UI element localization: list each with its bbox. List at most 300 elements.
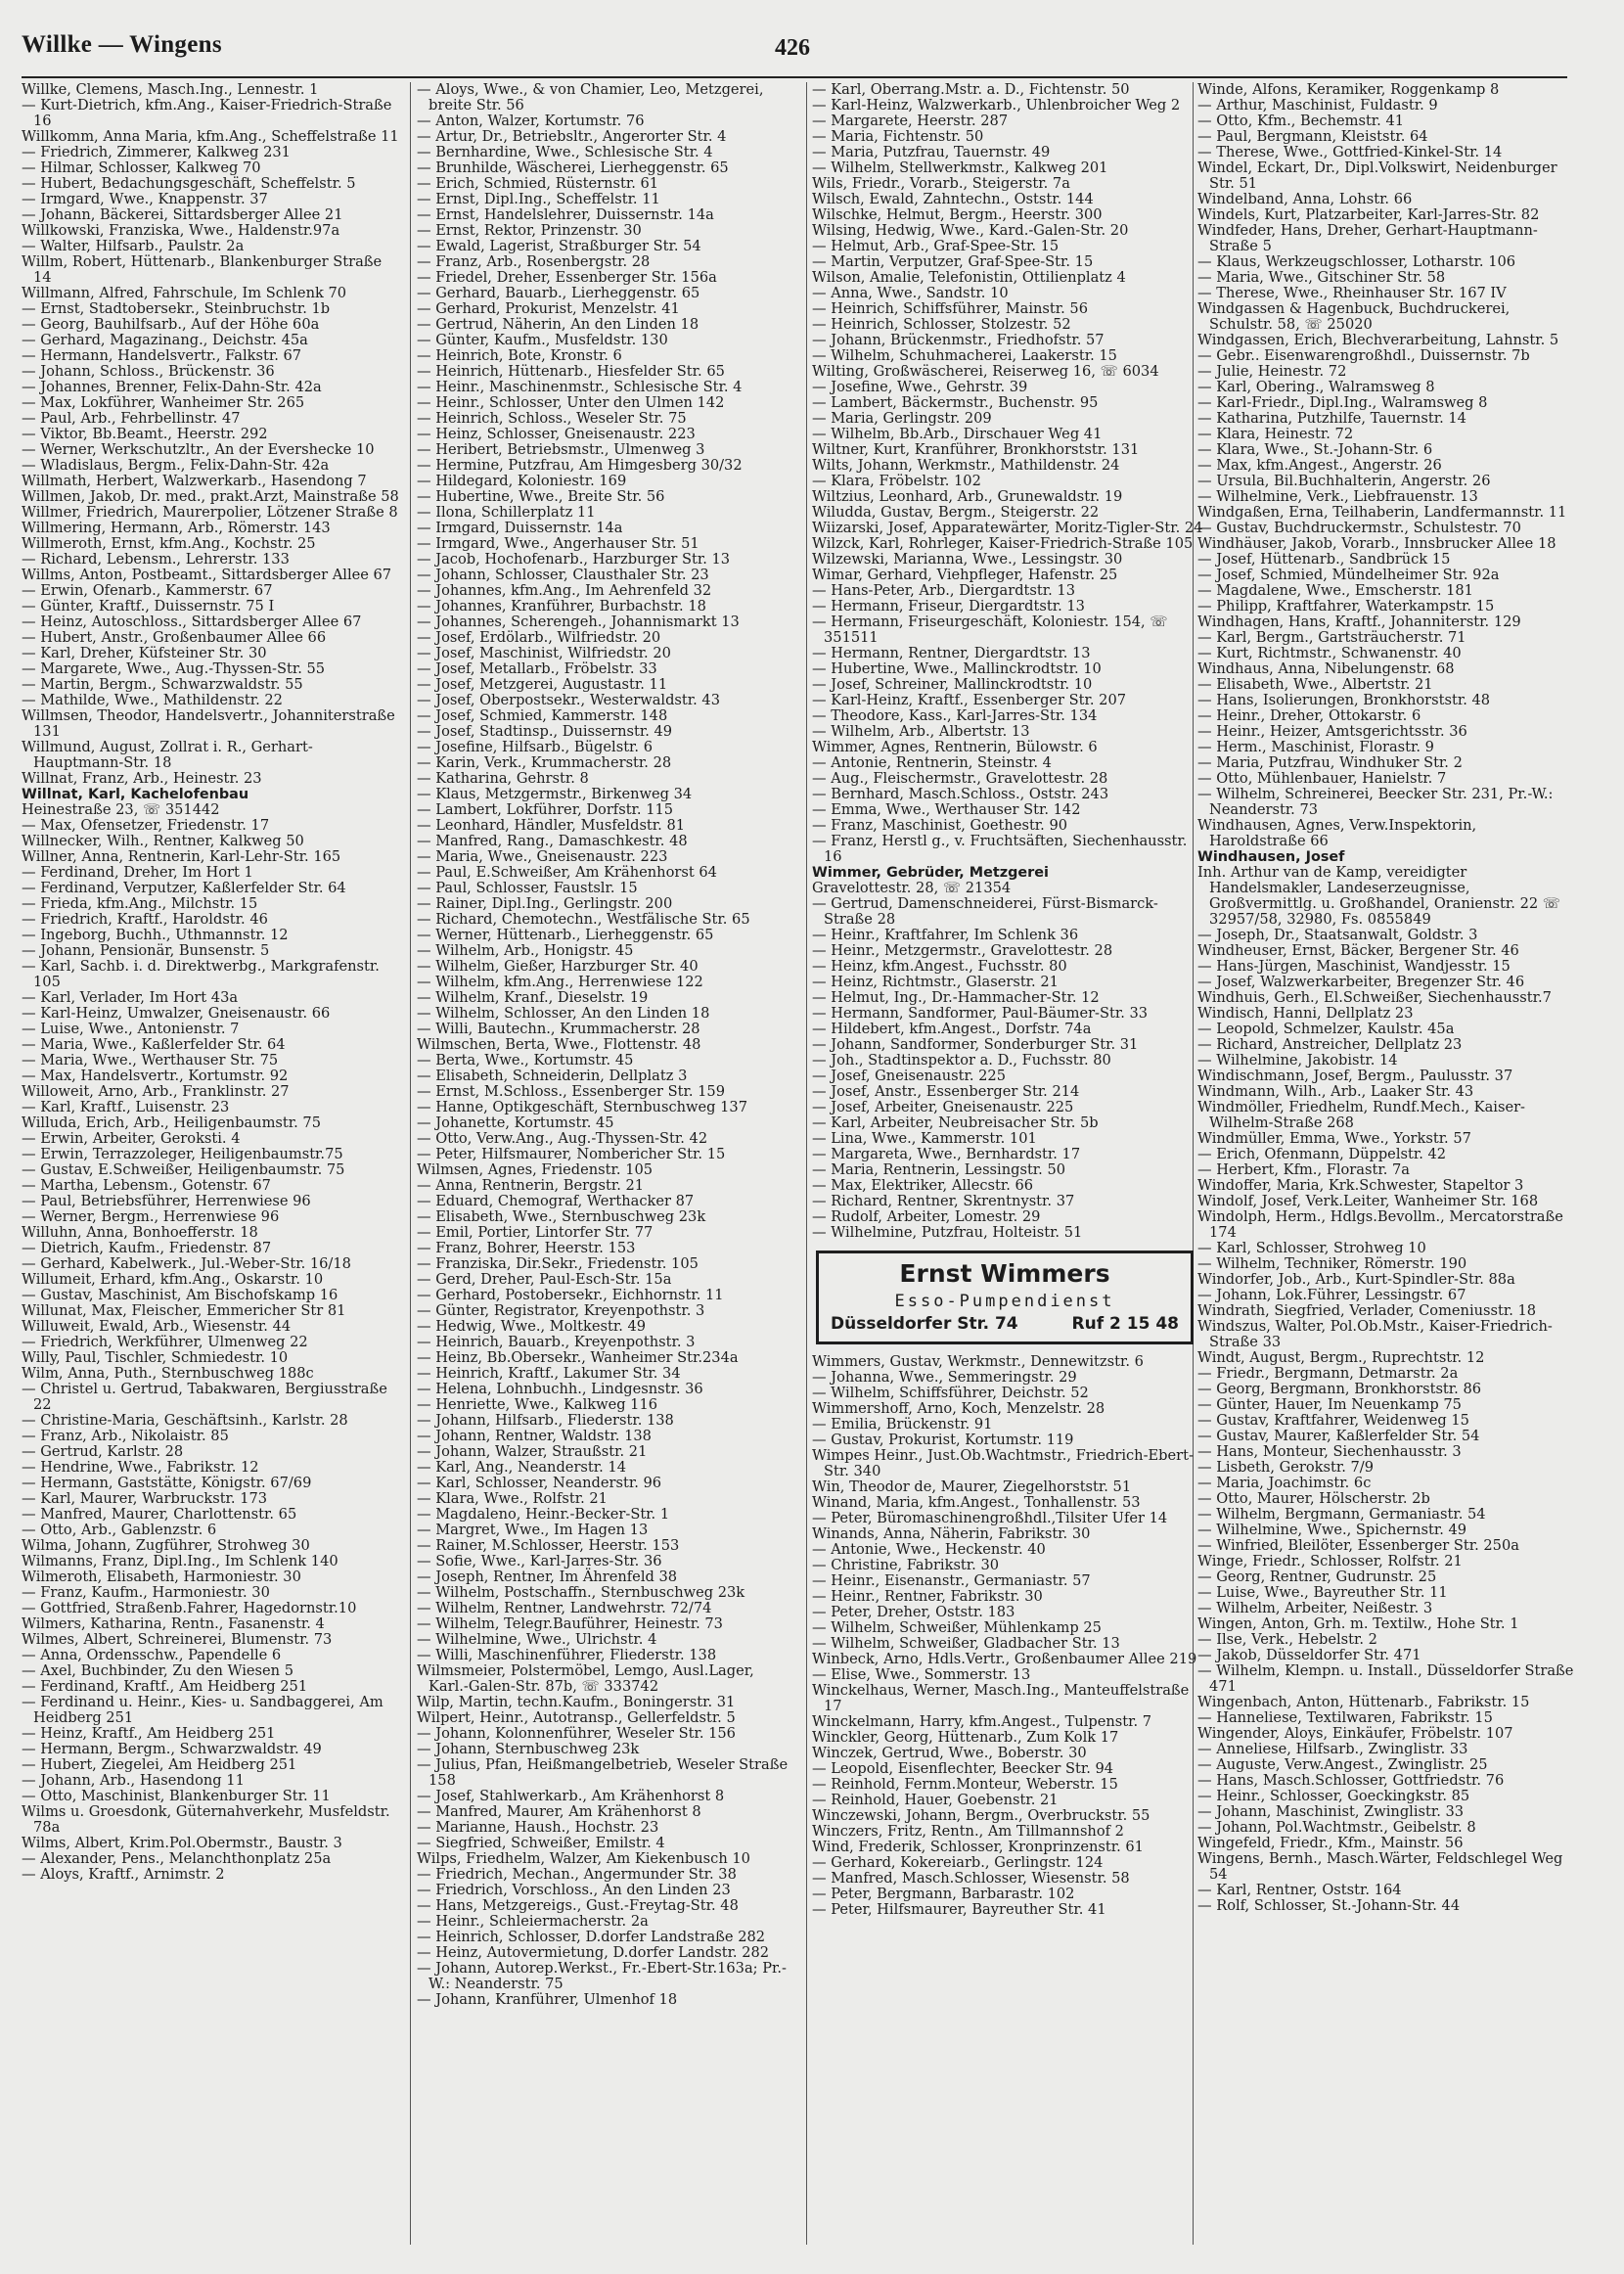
directory-entry: Wilpert, Heinr., Autotransp., Gellerfeldstr. 5 xyxy=(417,1709,736,1726)
directory-entry: — Hubertine, Wwe., Mallinckrodtstr. 10 xyxy=(812,660,1102,677)
directory-entry: — Karl, Schlosser, Neanderstr. 96 xyxy=(417,1475,662,1491)
directory-entry: Windhuis, Gerh., El.Schweißer, Siechenhausstr.7 xyxy=(1197,989,1552,1006)
directory-entry: — Gebr.. Eisenwarengroßhdl., Duissernstr. 7b xyxy=(1197,347,1530,364)
directory-entry: — Ferdinand u. Heinr., Kies- u. Sandbaggerei, Am Heidberg 251 xyxy=(22,1694,383,1726)
directory-entry: — Wilhelm, Schlosser, An den Linden 18 xyxy=(417,1005,710,1022)
directory-entry: Willumeit, Erhard, kfm.Ang., Oskarstr. 10 xyxy=(22,1271,324,1288)
directory-entry: — Margarete, Heerstr. 287 xyxy=(812,113,1009,129)
directory-entry: — Karl-Heinz, Umwalzer, Gneisenaustr. 66 xyxy=(22,1005,331,1022)
directory-entry: — Rainer, M.Schlosser, Heerstr. 153 xyxy=(417,1537,680,1554)
directory-entry: — Otto, Kfm., Bechemstr. 41 xyxy=(1197,113,1405,129)
directory-entry: — Paul, Schlosser, Faustslr. 15 xyxy=(417,880,638,896)
directory-entry: — Josef, Stadtinsp., Duissernstr. 49 xyxy=(417,723,673,740)
directory-entry: — Franz, Bohrer, Heerstr. 153 xyxy=(417,1240,636,1256)
directory-entry: — Rainer, Dipl.Ing., Gerlingstr. 200 xyxy=(417,895,673,912)
directory-entry: Wilmeroth, Elisabeth, Harmoniestr. 30 xyxy=(22,1569,301,1585)
directory-entry: — Johann, Schloss., Brückenstr. 36 xyxy=(22,363,275,380)
directory-entry: — Manfred, Maurer, Charlottenstr. 65 xyxy=(22,1506,297,1523)
directory-entry: — Johann, Kolonnenführer, Weseler Str. 156 xyxy=(417,1725,736,1742)
directory-entry: — Friedrich, Kraftf., Haroldstr. 46 xyxy=(22,911,268,928)
directory-entry: — Hubert, Ziegelei, Am Heidberg 251 xyxy=(22,1756,297,1773)
directory-entry: — Georg, Rentner, Gudrunstr. 25 xyxy=(1197,1569,1437,1585)
directory-entry: — Erich, Schmied, Rüsternstr. 61 xyxy=(417,175,659,192)
directory-entry: Willmer, Friedrich, Maurerpolier, Lötzener Straße 8 xyxy=(22,504,398,521)
directory-entry: — Josef, Metallarb., Fröbelstr. 33 xyxy=(417,660,657,677)
directory-entry: Winczers, Fritz, Rentn., Am Tillmannshof 2 xyxy=(812,1823,1124,1840)
directory-entry: Wilmschen, Berta, Wwe., Flottenstr. 48 xyxy=(417,1036,701,1053)
directory-entry: — Georg, Bauhilfsarb., Auf der Höhe 60a xyxy=(22,316,320,333)
directory-entry: — Josef, Schreiner, Mallinckrodtstr. 10 xyxy=(812,676,1093,693)
directory-entry: — Magdalene, Wwe., Emscherstr. 181 xyxy=(1197,582,1473,599)
directory-entry: — Christine, Fabrikstr. 30 xyxy=(812,1557,1000,1573)
directory-entry: — Heinr., Kraftfahrer, Im Schlenk 36 xyxy=(812,927,1079,943)
directory-entry: — Friedr., Bergmann, Detmarstr. 2a xyxy=(1197,1365,1459,1382)
directory-entry: Wind, Frederik, Schlosser, Kronprinzenstr. 61 xyxy=(812,1839,1144,1855)
directory-entry: — Elisabeth, Wwe., Sternbuschweg 23k xyxy=(417,1208,706,1225)
directory-entry: — Karl, Rentner, Oststr. 164 xyxy=(1197,1882,1402,1898)
directory-entry: — Kurt-Dietrich, kfm.Ang., Kaiser-Friedrich-Straße 16 xyxy=(22,97,392,129)
directory-entry: — Wilhelm, Kranf., Dieselstr. 19 xyxy=(417,989,649,1006)
directory-entry: Windmann, Wilh., Arb., Laaker Str. 43 xyxy=(1197,1083,1474,1100)
directory-entry: — Luise, Wwe., Antonienstr. 7 xyxy=(22,1021,240,1037)
directory-entry: Wilmes, Albert, Schreinerei, Blumenstr. 73 xyxy=(22,1631,333,1648)
directory-entry: — Ingeborg, Buchh., Uthmannstr. 12 xyxy=(22,927,289,943)
directory-entry: — Christine-Maria, Geschäftsinh., Karlstr. 28 xyxy=(22,1412,348,1429)
directory-entry: — Franz, Arb., Rosenbergstr. 28 xyxy=(417,253,651,270)
directory-entry: — Hubertine, Wwe., Breite Str. 56 xyxy=(417,488,665,505)
directory-entry: — Jakob, Düsseldorfer Str. 471 xyxy=(1197,1647,1421,1663)
directory-column-1 xyxy=(22,82,403,2264)
directory-entry: Wiltner, Kurt, Kranführer, Bronkhorststr. 131 xyxy=(812,441,1140,458)
directory-entry: — Wilhelmine, Wwe., Ulrichstr. 4 xyxy=(417,1631,657,1648)
ad-address: Düsseldorfer Str. 74 xyxy=(831,1314,1018,1334)
directory-entry: — Heinr., Dreher, Ottokarstr. 6 xyxy=(1197,707,1421,724)
directory-entry: — Manfred, Masch.Schlosser, Wiesenstr. 58 xyxy=(812,1870,1130,1887)
directory-entry: — Heinrich, Bauarb., Kreyenpothstr. 3 xyxy=(417,1334,696,1350)
directory-entry: — Magdaleno, Heinr.-Becker-Str. 1 xyxy=(417,1506,670,1523)
directory-entry: — Gustav, Prokurist, Kortumstr. 119 xyxy=(812,1432,1074,1448)
ad-company-name: Ernst Wimmers xyxy=(899,1259,1110,1288)
directory-entry: — Heinr., Maschinenmstr., Schlesische Str. 4 xyxy=(417,379,743,395)
directory-entry: — Johann, Pol.Wachtmstr., Geibelstr. 8 xyxy=(1197,1819,1476,1836)
directory-entry: Wilmers, Katharina, Rentn., Fasanenstr. 4 xyxy=(22,1615,325,1632)
directory-entry: Willner, Anna, Rentnerin, Karl-Lehr-Str. 165 xyxy=(22,848,341,865)
directory-entry: — Martin, Verputzer, Graf-Spee-Str. 15 xyxy=(812,253,1094,270)
directory-entry: — Gerhard, Magazinang., Deichstr. 45a xyxy=(22,332,308,348)
directory-entry: — Rolf, Schlosser, St.-Johann-Str. 44 xyxy=(1197,1897,1461,1914)
directory-entry: Willmann, Alfred, Fahrschule, Im Schlenk 70 xyxy=(22,285,347,301)
directory-entry: — Heinz, Autovermietung, D.dorfer Landstr. 282 xyxy=(417,1944,770,1961)
directory-entry: — Gottfried, Straßenb.Fahrer, Hagedornstr.10 xyxy=(22,1600,357,1616)
directory-entry: — Johannes, Scherengeh., Johannismarkt 13 xyxy=(417,614,740,630)
directory-entry: — Wilhelm, Postschaffn., Sternbuschweg 23k xyxy=(417,1584,745,1601)
directory-entry: — Günter, Hauer, Im Neuenkamp 75 xyxy=(1197,1396,1462,1413)
page-header xyxy=(22,29,1575,74)
directory-entry: — Ernst, Dipl.Ing., Scheffelstr. 11 xyxy=(417,191,660,207)
directory-entry: — Heinz, Kraftf., Am Heidberg 251 xyxy=(22,1725,276,1742)
directory-entry: Wingefeld, Friedr., Kfm., Mainstr. 56 xyxy=(1197,1835,1464,1851)
directory-entry: — Maria, Joachimstr. 6c xyxy=(1197,1475,1372,1491)
directory-entry: — Leopold, Schmelzer, Kaulstr. 45a xyxy=(1197,1021,1455,1037)
directory-entry: — Karl, Kraftf., Luisenstr. 23 xyxy=(22,1099,230,1115)
directory-entry: — Ilse, Verk., Hebelstr. 2 xyxy=(1197,1631,1377,1648)
directory-entry: — Karl, Schlosser, Strohweg 10 xyxy=(1197,1240,1426,1256)
directory-entry: — Heinz, Bb.Obersekr., Wanheimer Str.234a xyxy=(417,1349,739,1366)
directory-entry: — Johann, Hilfsarb., Fliederstr. 138 xyxy=(417,1412,674,1429)
directory-entry: Willmath, Herbert, Walzwerkarb., Hasendong 7 xyxy=(22,473,367,489)
directory-entry: — Erwin, Terrazzoleger, Heiligenbaumstr.75 xyxy=(22,1146,343,1162)
directory-entry: — Gerhard, Kokereiarb., Gerlingstr. 124 xyxy=(812,1854,1104,1871)
directory-entry: — Peter, Bergmann, Barbarastr. 102 xyxy=(812,1886,1075,1902)
directory-entry: — Josef, Stahlwerkarb., Am Krähenhorst 8 xyxy=(417,1788,725,1804)
directory-entry: — Peter, Hilfsmaurer, Bayreuther Str. 41 xyxy=(812,1901,1106,1918)
directory-entry: — Hermann, Rentner, Diergardtstr. 13 xyxy=(812,645,1091,661)
directory-entry: — Hans, Isolierungen, Bronkhorststr. 48 xyxy=(1197,692,1491,708)
directory-entry: — Manfred, Rang., Damaschkestr. 48 xyxy=(417,833,688,849)
directory-entry: — Ernst, Handelslehrer, Duissernstr. 14a xyxy=(417,206,714,223)
directory-entry: — Wilhelm, kfm.Ang., Herrenwiese 122 xyxy=(417,974,703,990)
directory-entry: — Josefine, Hilfsarb., Bügelstr. 6 xyxy=(417,739,653,755)
directory-entry: — Richard, Anstreicher, Dellplatz 23 xyxy=(1197,1036,1463,1053)
directory-entry: — Gertrud, Damenschneiderei, Fürst-Bismarck-Straße 28 xyxy=(812,895,1158,928)
directory-entry: — Hermann, Friseur, Diergardtstr. 13 xyxy=(812,598,1085,614)
directory-entry: — Wilhelmine, Putzfrau, Holteistr. 51 xyxy=(812,1224,1083,1241)
directory-entry: — Gerhard, Prokurist, Menzelstr. 41 xyxy=(417,300,680,317)
directory-entry: Winands, Anna, Näherin, Fabrikstr. 30 xyxy=(812,1525,1091,1542)
directory-entry: — Irmgard, Duissernstr. 14a xyxy=(417,520,623,536)
directory-entry: — Ewald, Lagerist, Straßburger Str. 54 xyxy=(417,238,701,254)
directory-entry: — Karl, Bergm., Gartsträucherstr. 71 xyxy=(1197,629,1466,646)
directory-entry: — Wilhelmine, Jakobistr. 14 xyxy=(1197,1052,1398,1069)
directory-entry: Winczewski, Johann, Bergm., Overbruckstr. 55 xyxy=(812,1807,1150,1824)
directory-entry: — Anneliese, Hilfsarb., Zwinglistr. 33 xyxy=(1197,1741,1468,1757)
directory-entry: — Theodore, Kass., Karl-Jarres-Str. 134 xyxy=(812,707,1098,724)
directory-entry: Windischmann, Josef, Bergm., Paulusstr. 37 xyxy=(1197,1068,1513,1084)
directory-entry: — Heinrich, Hüttenarb., Hiesfelder Str. 65 xyxy=(417,363,725,380)
directory-entry: — Hermann, Bergm., Schwarzwaldstr. 49 xyxy=(22,1741,322,1757)
directory-entry: — Gustav, Buchdruckermstr., Schulstestr. 70 xyxy=(1197,520,1521,536)
directory-entry: — Klara, Wwe., Rolfstr. 21 xyxy=(417,1490,608,1507)
directory-entry: — Heinrich, Bote, Kronstr. 6 xyxy=(417,347,622,364)
directory-entry: — Max, Lokführer, Wanheimer Str. 265 xyxy=(22,394,305,411)
directory-entry: — Johannes, kfm.Ang., Im Aehrenfeld 32 xyxy=(417,582,712,599)
column-divider xyxy=(410,82,411,2245)
directory-entry: — Hanneliese, Textilwaren, Fabrikstr. 15 xyxy=(1197,1709,1493,1726)
directory-entry: — Max, kfm.Angest., Angerstr. 26 xyxy=(1197,457,1442,474)
directory-entry: Wilma, Johann, Zugführer, Strohweg 30 xyxy=(22,1537,310,1554)
directory-entry: Wilts, Johann, Werkmstr., Mathildenstr. 24 xyxy=(812,457,1120,474)
directory-entry: Wilms u. Groesdonk, Güternahverkehr, Musfeldstr. 78a xyxy=(22,1803,390,1836)
advertisement-box xyxy=(816,1251,1194,1344)
directory-entry: — Heinrich, Schlosser, D.dorfer Landstraße 282 xyxy=(417,1929,766,1945)
directory-entry: Windfeder, Hans, Dreher, Gerhart-Hauptmann-Straße 5 xyxy=(1197,222,1538,254)
directory-entry: — Luise, Wwe., Bayreuther Str. 11 xyxy=(1197,1584,1448,1601)
directory-entry: — Berta, Wwe., Kortumstr. 45 xyxy=(417,1052,634,1069)
directory-entry: Windoffer, Maria, Krk.Schwester, Stapeltor 3 xyxy=(1197,1177,1524,1194)
directory-column-2 xyxy=(417,82,798,2264)
directory-entry: Winde, Alfons, Keramiker, Roggenkamp 8 xyxy=(1197,82,1500,98)
directory-entry: — Hans, Metzgereigs., Gust.-Freytag-Str. 48 xyxy=(417,1897,739,1914)
directory-entry: Winczek, Gertrud, Wwe., Boberstr. 30 xyxy=(812,1745,1087,1761)
directory-entry: — Maria, Wwe., Werthauser Str. 75 xyxy=(22,1052,279,1069)
directory-entry: — Hermann, Friseurgeschäft, Koloniestr. 154, ☏ 351511 xyxy=(812,614,1168,646)
directory-entry: — Gertrud, Karlstr. 28 xyxy=(22,1443,184,1460)
directory-entry: Windheuser, Ernst, Bäcker, Bergener Str. 46 xyxy=(1197,942,1519,959)
directory-entry: Wilmanns, Franz, Dipl.Ing., Im Schlenk 140 xyxy=(22,1553,338,1569)
directory-entry: — Friedrich, Vorschloss., An den Linden 23 xyxy=(417,1882,731,1898)
directory-entry: Windolph, Herm., Hdlgs.Bevollm., Mercatorstraße 174 xyxy=(1197,1208,1563,1241)
directory-entry: — Gustav, Maschinist, Am Bischofskamp 16 xyxy=(22,1287,338,1303)
directory-entry: — Johann, Maschinist, Zwinglistr. 33 xyxy=(1197,1803,1465,1820)
directory-entry: Windgassen & Hagenbuck, Buchdruckerei, Schulstr. 58, ☏ 25020 xyxy=(1197,300,1511,333)
directory-entry: Wimar, Gerhard, Viehpfleger, Hafenstr. 25 xyxy=(812,567,1118,583)
directory-entry: — Ferdinand, Kraftf., Am Heidberg 251 xyxy=(22,1678,308,1695)
directory-entry: — Elise, Wwe., Sommerstr. 13 xyxy=(812,1666,1031,1683)
directory-entry: — Hanne, Optikgeschäft, Sternbuschweg 137 xyxy=(417,1099,747,1115)
directory-entry: — Joseph, Dr., Staatsanwalt, Goldstr. 3 xyxy=(1197,927,1478,943)
directory-entry: — Heinr., Schlosser, Goeckingkstr. 85 xyxy=(1197,1788,1470,1804)
directory-entry: — Otto, Maschinist, Blankenburger Str. 11 xyxy=(22,1788,331,1804)
directory-entry: — Max, Elektriker, Allecstr. 66 xyxy=(812,1177,1034,1194)
directory-entry: — Johann, Brückenmstr., Friedhofstr. 57 xyxy=(812,332,1105,348)
directory-entry: — Wilhelm, Schreinerei, Beecker Str. 231, Pr.-W.: Neanderstr. 73 xyxy=(1197,786,1554,818)
directory-entry: Willms, Anton, Postbeamt., Sittardsberger Allee 67 xyxy=(22,567,392,583)
directory-entry: Willmeroth, Ernst, kfm.Ang., Kochstr. 25 xyxy=(22,535,316,552)
directory-entry: — Gertrud, Näherin, An den Linden 18 xyxy=(417,316,699,333)
directory-entry: — Henriette, Wwe., Kalkweg 116 xyxy=(417,1396,658,1413)
directory-entry: — Anna, Wwe., Sandstr. 10 xyxy=(812,285,1009,301)
directory-entry: Wiludda, Gustav, Bergm., Steigerstr. 22 xyxy=(812,504,1100,521)
column-3-entries-bottom xyxy=(812,1354,1203,1918)
column-3-entries-top xyxy=(812,82,1203,1241)
directory-entry: — Heinr., Schleiermacherstr. 2a xyxy=(417,1913,649,1930)
directory-entry: — Hildebert, kfm.Angest., Dorfstr. 74a xyxy=(812,1021,1092,1037)
directory-entry: — Lambert, Bäckermstr., Buchenstr. 95 xyxy=(812,394,1099,411)
directory-entry: — Franz, Arb., Nikolaistr. 85 xyxy=(22,1428,229,1444)
directory-entry: Windisch, Hanni, Dellplatz 23 xyxy=(1197,1005,1414,1022)
directory-entry: — Karl, Sachb. i. d. Direktwerbg., Markgrafenstr. 105 xyxy=(22,958,380,990)
directory-entry: — Johann, Autorep.Werkst., Fr.-Ebert-Str.163a; Pr.-W.: Neanderstr. 75 xyxy=(417,1960,787,1992)
directory-entry: — Wilhelm, Arb., Albertstr. 13 xyxy=(812,723,1030,740)
directory-entry: Willnat, Franz, Arb., Heinestr. 23 xyxy=(22,770,262,787)
directory-entry: — Anton, Walzer, Kortumstr. 76 xyxy=(417,113,645,129)
directory-entry: — Gustav, E.Schweißer, Heiligenbaumstr. 75 xyxy=(22,1161,345,1178)
directory-entry: — Gustav, Maurer, Kaßlerfelder Str. 54 xyxy=(1197,1428,1480,1444)
directory-entry: — Bernhard, Masch.Schloss., Oststr. 243 xyxy=(812,786,1109,802)
directory-entry: — Maria, Putzfrau, Windhuker Str. 2 xyxy=(1197,754,1463,771)
directory-entry: Windgassen, Erich, Blechverarbeitung, Lahnstr. 5 xyxy=(1197,332,1559,348)
directory-entry: Wilzewski, Marianna, Wwe., Lessingstr. 30 xyxy=(812,551,1123,568)
directory-entry: Wilmsen, Agnes, Friedenstr. 105 xyxy=(417,1161,654,1178)
directory-entry: — Paul, E.Schweißer, Am Krähenhorst 64 xyxy=(417,864,717,881)
directory-entry: — Hans-Peter, Arb., Diergardtstr. 13 xyxy=(812,582,1075,599)
directory-entry: Winckler, Georg, Hüttenarb., Zum Kolk 17 xyxy=(812,1729,1119,1746)
directory-entry: — Max, Handelsvertr., Kortumstr. 92 xyxy=(22,1068,289,1084)
directory-entry: — Werner, Werkschutzltr., An der Evershecke 10 xyxy=(22,441,375,458)
directory-entry: Inh. Arthur van de Kamp, vereidigter Handelsmakler, Landeserzeugnisse, Großvermittlg. u. Großhandel, Oranienstr. 22 ☏ 32957/58, 32980, Fs. 0855849 xyxy=(1197,864,1561,928)
directory-entry: — Jacob, Hochofenarb., Harzburger Str. 13 xyxy=(417,551,731,568)
directory-entry: Willmen, Jakob, Dr. med., prakt.Arzt, Mainstraße 58 xyxy=(22,488,399,505)
directory-entry: — Heinrich, Schlosser, Stolzestr. 52 xyxy=(812,316,1071,333)
directory-entry: — Maria, Wwe., Gneisenaustr. 223 xyxy=(417,848,668,865)
directory-entry: Willuweit, Ewald, Arb., Wiesenstr. 44 xyxy=(22,1318,292,1335)
directory-entry: — Hans, Monteur, Siechenhausstr. 3 xyxy=(1197,1443,1462,1460)
directory-entry: Wiltzius, Leonhard, Arb., Grunewaldstr. 19 xyxy=(812,488,1123,505)
directory-entry: — Josef, Schmied, Mündelheimer Str. 92a xyxy=(1197,567,1500,583)
directory-entry: — Wilhelmine, Wwe., Spichernstr. 49 xyxy=(1197,1522,1467,1538)
directory-entry: — Ferdinand, Dreher, Im Hort 1 xyxy=(22,864,253,881)
directory-entry: Willunat, Max, Fleischer, Emmericher Str 81 xyxy=(22,1302,346,1319)
directory-entry: Winand, Maria, kfm.Angest., Tonhallenstr. 53 xyxy=(812,1494,1141,1511)
directory-entry: Wilp, Martin, techn.Kaufm., Boningerstr. 31 xyxy=(417,1694,736,1710)
directory-entry: — Wilhelm, Techniker, Römerstr. 190 xyxy=(1197,1255,1467,1272)
directory-entry: Wilschke, Helmut, Bergm., Heerstr. 300 xyxy=(812,206,1103,223)
directory-entry: — Joseph, Rentner, Im Ährenfeld 38 xyxy=(417,1569,678,1585)
directory-entry: — Frieda, kfm.Ang., Milchstr. 15 xyxy=(22,895,258,912)
directory-entry: — Johann, Kranführer, Ulmenhof 18 xyxy=(417,1991,678,2008)
directory-entry: — Georg, Bergmann, Bronkhorststr. 86 xyxy=(1197,1381,1482,1397)
directory-entry: — Hubert, Anstr., Großenbaumer Allee 66 xyxy=(22,629,327,646)
directory-entry: Wilting, Großwäscherei, Reiserweg 16, ☏ 6034 xyxy=(812,363,1159,380)
directory-entry: — Karl, Verlader, Im Hort 43a xyxy=(22,989,239,1006)
directory-entry: Heinestraße 23, ☏ 351442 xyxy=(22,801,220,818)
directory-entry: — Wilhelm, Gießer, Harzburger Str. 40 xyxy=(417,958,699,975)
directory-entry: — Wilhelm, Bb.Arb., Dirschauer Weg 41 xyxy=(812,426,1103,442)
directory-entry: — Josef, Oberpostsekr., Westerwaldstr. 43 xyxy=(417,692,721,708)
directory-column-4 xyxy=(1197,82,1577,2264)
directory-entry: — Wilhelm, Schweißer, Gladbacher Str. 13 xyxy=(812,1635,1120,1652)
directory-entry: Windelband, Anna, Lohstr. 66 xyxy=(1197,191,1413,207)
ad-subtitle: Esso-Pumpendienst xyxy=(894,1292,1115,1311)
directory-entry: Wimmers, Gustav, Werkmstr., Dennewitzstr. 6 xyxy=(812,1353,1144,1370)
directory-entry: — Walter, Hilfsarb., Paulstr. 2a xyxy=(22,238,245,254)
directory-entry: — Heinrich, Kraftf., Lakumer Str. 34 xyxy=(417,1365,681,1382)
page-number: 426 xyxy=(775,35,810,61)
directory-entry: — Heinr., Metzgermstr., Gravelottestr. 28 xyxy=(812,942,1113,959)
directory-entry: — Ursula, Bil.Buchhalterin, Angerstr. 26 xyxy=(1197,473,1491,489)
directory-entry: Wilsch, Ewald, Zahntechn., Oststr. 144 xyxy=(812,191,1094,207)
directory-entry: — Günter, Registrator, Kreyenpothstr. 3 xyxy=(417,1302,705,1319)
directory-entry: — Richard, Chemotechn., Westfälische Str. 65 xyxy=(417,911,750,928)
directory-entry: — Karl, Ang., Neanderstr. 14 xyxy=(417,1459,626,1476)
directory-entry: — Emil, Portier, Lintorfer Str. 77 xyxy=(417,1224,654,1241)
directory-entry: — Karl-Heinz, Walzwerkarb., Uhlenbroicher Weg 2 xyxy=(812,97,1181,114)
directory-entry: Wingen, Anton, Grh. m. Textilw., Hohe Str. 1 xyxy=(1197,1615,1519,1632)
directory-entry: — Heinr., Heizer, Amtsgerichtsstr. 36 xyxy=(1197,723,1467,740)
directory-entry: Winbeck, Arno, Hdls.Vertr., Großenbaumer Allee 219 xyxy=(812,1651,1197,1667)
directory-entry: — Günter, Kraftf., Duissernstr. 75 I xyxy=(22,598,275,614)
directory-entry: — Axel, Buchbinder, Zu den Wiesen 5 xyxy=(22,1662,294,1679)
directory-entry: — Irmgard, Wwe., Knappenstr. 37 xyxy=(22,191,268,207)
directory-entry: — Lambert, Lokführer, Dorfstr. 115 xyxy=(417,801,674,818)
directory-entry: — Friedrich, Werkführer, Ulmenweg 22 xyxy=(22,1334,308,1350)
directory-entry: — Hubert, Bedachungsgeschäft, Scheffelstr. 5 xyxy=(22,175,356,192)
directory-entry: — Paul, Bergmann, Kleiststr. 64 xyxy=(1197,128,1428,145)
directory-entry: — Werner, Hüttenarb., Lierheggenstr. 65 xyxy=(417,927,714,943)
directory-entry: — Antonie, Wwe., Heckenstr. 40 xyxy=(812,1541,1046,1558)
directory-entry: — Aloys, Wwe., & von Chamier, Leo, Metzgerei, breite Str. 56 xyxy=(417,82,764,114)
directory-entry: — Alexander, Pens., Melanchthonplatz 25a xyxy=(22,1850,332,1867)
directory-entry: — Winfried, Bleilöter, Essenberger Str. 250a xyxy=(1197,1537,1519,1554)
directory-entry: — Therese, Wwe., Rheinhauser Str. 167 IV xyxy=(1197,285,1507,301)
directory-entry: Wils, Friedr., Vorarb., Steigerstr. 7a xyxy=(812,175,1070,192)
directory-entry: Willuda, Erich, Arb., Heiligenbaumstr. 75 xyxy=(22,1114,321,1131)
directory-entry: — Klaus, Metzgermstr., Birkenweg 34 xyxy=(417,786,693,802)
directory-entry: — Wilhelmine, Verk., Liebfrauenstr. 13 xyxy=(1197,488,1478,505)
directory-entry: — Marianne, Haush., Hochstr. 23 xyxy=(417,1819,659,1836)
directory-entry: Wilmsmeier, Polstermöbel, Lemgo, Ausl.Lager, Karl.-Galen-Str. 87b, ☏ 333742 xyxy=(417,1662,754,1695)
directory-entry: — Hildegard, Koloniestr. 169 xyxy=(417,473,627,489)
directory-entry: — Johann, Walzer, Straußstr. 21 xyxy=(417,1443,648,1460)
directory-entry: — Viktor, Bb.Beamt., Heerstr. 292 xyxy=(22,426,268,442)
directory-entry: Willy, Paul, Tischler, Schmiedestr. 10 xyxy=(22,1349,289,1366)
directory-entry: Windhaus, Anna, Nibelungenstr. 68 xyxy=(1197,660,1455,677)
directory-entry: Willkomm, Anna Maria, kfm.Ang., Scheffelstraße 11 xyxy=(22,128,399,145)
directory-entry: — Joh., Stadtinspektor a. D., Fuchsstr. 80 xyxy=(812,1052,1111,1069)
directory-entry: — Rudolf, Arbeiter, Lomestr. 29 xyxy=(812,1208,1041,1225)
directory-entry: — Lina, Wwe., Kammerstr. 101 xyxy=(812,1130,1037,1147)
directory-entry: — Sofie, Wwe., Karl-Jarres-Str. 36 xyxy=(417,1553,662,1569)
directory-entry: — Maria, Gerlingstr. 209 xyxy=(812,410,992,427)
directory-entry: — Karl-Heinz, Kraftf., Essenberger Str. 207 xyxy=(812,692,1127,708)
directory-entry: — Josef, Anstr., Essenberger Str. 214 xyxy=(812,1083,1080,1100)
directory-entry: — Peter, Hilfsmaurer, Nombericher Str. 15 xyxy=(417,1146,726,1162)
directory-entry: — Josef, Maschinist, Wilfriedstr. 20 xyxy=(417,645,671,661)
directory-entry: — Johann, Bäckerei, Sittardsberger Allee 21 xyxy=(22,206,343,223)
directory-entry: Willmund, August, Zollrat i. R., Gerhart-Hauptmann-Str. 18 xyxy=(22,739,313,771)
directory-entry: Willke, Clemens, Masch.Ing., Lennestr. 1 xyxy=(22,82,319,98)
directory-entry: Wiizarski, Josef, Apparatewärter, Moritz-Tigler-Str. 24 xyxy=(812,520,1203,536)
directory-entry: Willm, Robert, Hüttenarb., Blankenburger Straße 14 xyxy=(22,253,383,286)
directory-entry: — Aloys, Kraftf., Arnimstr. 2 xyxy=(22,1866,225,1883)
directory-entry: — Martin, Bergm., Schwarzwaldstr. 55 xyxy=(22,676,303,693)
directory-entry: Windel, Eckart, Dr., Dipl.Volkswirt, Neidenburger Str. 51 xyxy=(1197,159,1557,192)
directory-entry: — Josefine, Wwe., Gehrstr. 39 xyxy=(812,379,1028,395)
directory-entry: — Auguste, Verw.Angest., Zwinglistr. 25 xyxy=(1197,1756,1488,1773)
directory-entry: Windhausen, Agnes, Verw.Inspektorin, Haroldstraße 66 xyxy=(1197,817,1477,849)
directory-entry: Winckelhaus, Werner, Masch.Ing., Manteuffelstraße 17 xyxy=(812,1682,1190,1714)
directory-entry: — Johanna, Wwe., Semmeringstr. 29 xyxy=(812,1369,1077,1386)
directory-entry: — Mathilde, Wwe., Mathildenstr. 22 xyxy=(22,692,283,708)
directory-entry: Windhagen, Hans, Kraftf., Johanniterstr. 129 xyxy=(1197,614,1521,630)
directory-entry: — Helmut, Ing., Dr.-Hammacher-Str. 12 xyxy=(812,989,1100,1006)
directory-entry: — Anna, Ordensschw., Papendelle 6 xyxy=(22,1647,282,1663)
directory-entry: — Irmgard, Wwe., Angerhauser Str. 51 xyxy=(417,535,699,552)
directory-entry: Windrath, Siegfried, Verlader, Comeniusstr. 18 xyxy=(1197,1302,1537,1319)
directory-entry: Wingenbach, Anton, Hüttenarb., Fabrikstr. 15 xyxy=(1197,1694,1530,1710)
directory-entry: — Erwin, Ofenarb., Kammerstr. 67 xyxy=(22,582,273,599)
directory-entry: — Hilmar, Schlosser, Kalkweg 70 xyxy=(22,159,261,176)
directory-entry: — Paul, Arb., Fehrbellinstr. 47 xyxy=(22,410,241,427)
directory-entry: — Julius, Pfan, Heißmangelbetrieb, Weseler Straße 158 xyxy=(417,1756,789,1789)
directory-entry: — Elisabeth, Wwe., Albertstr. 21 xyxy=(1197,676,1433,693)
directory-entry: — Hermann, Gaststätte, Königstr. 67/69 xyxy=(22,1475,312,1491)
directory-entry: — Helmut, Arb., Graf-Spee-Str. 15 xyxy=(812,238,1060,254)
directory-entry: — Julie, Heinestr. 72 xyxy=(1197,363,1347,380)
directory-entry: Wilsing, Hedwig, Wwe., Kard.-Galen-Str. 20 xyxy=(812,222,1129,239)
directory-entry: — Hermann, Sandformer, Paul-Bäumer-Str. 33 xyxy=(812,1005,1149,1022)
directory-entry: Wimmer, Agnes, Rentnerin, Bülowstr. 6 xyxy=(812,739,1098,755)
directory-entry: — Heinz, Richtmstr., Glaserstr. 21 xyxy=(812,974,1059,990)
directory-entry: Windels, Kurt, Platzarbeiter, Karl-Jarres-Str. 82 xyxy=(1197,206,1540,223)
directory-entry: — Eduard, Chemograf, Werthacker 87 xyxy=(417,1193,695,1209)
directory-entry: — Klara, Wwe., St.-Johann-Str. 6 xyxy=(1197,441,1433,458)
directory-entry: — Hermine, Putzfrau, Am Himgesberg 30/32 xyxy=(417,457,743,474)
directory-entry: — Karin, Verk., Krummacherstr. 28 xyxy=(417,754,672,771)
directory-entry: — Otto, Arb., Gablenzstr. 6 xyxy=(22,1522,217,1538)
directory-entry: — Reinhold, Fernm.Monteur, Weberstr. 15 xyxy=(812,1776,1118,1793)
directory-entry: — Heribert, Betriebsmstr., Ulmenweg 3 xyxy=(417,441,705,458)
